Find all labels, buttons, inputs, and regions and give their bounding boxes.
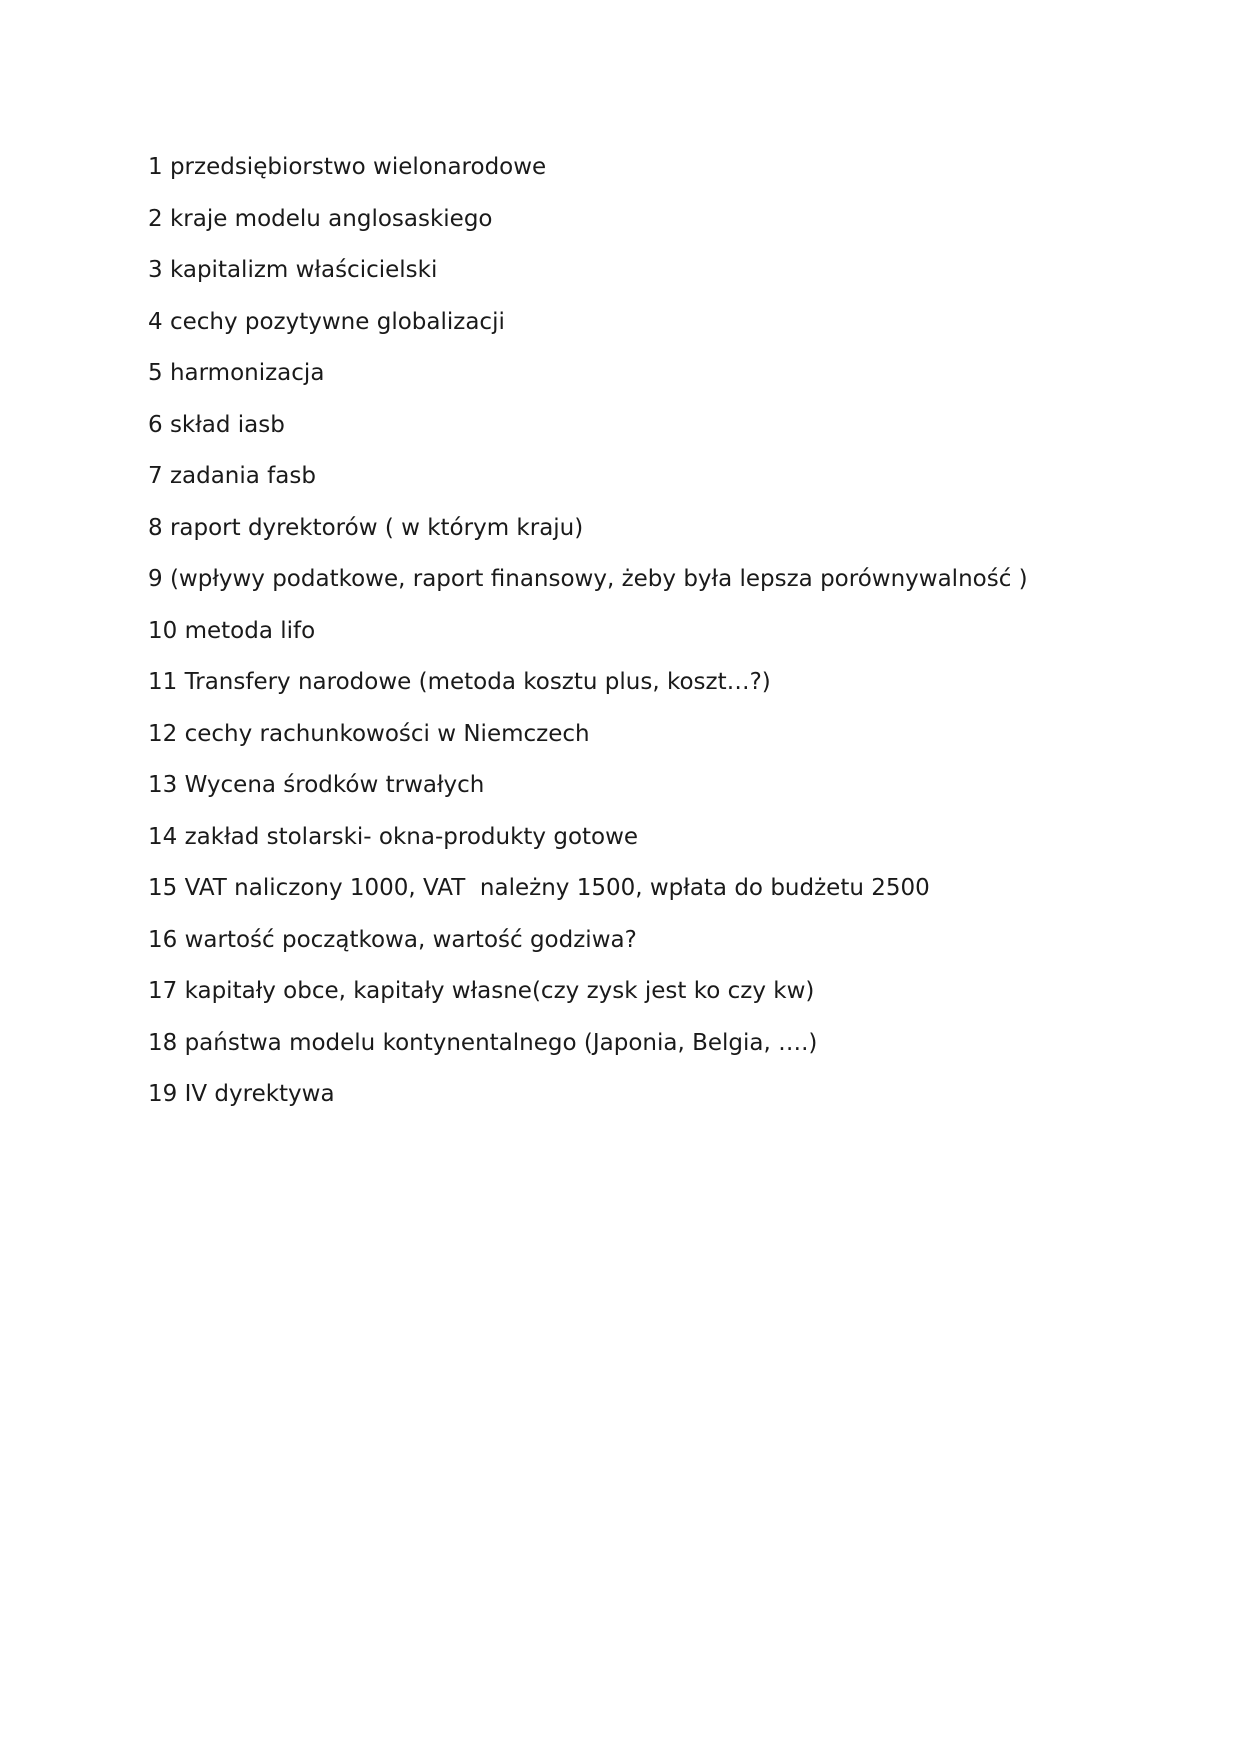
question-line-8: 8 raport dyrektorów ( w którym kraju)	[148, 514, 584, 541]
question-line-15: 15 VAT naliczony 1000, VAT należny 1500, wpłata do budżetu 2500	[148, 875, 930, 901]
question-line-13: 13 Wycena środków trwałych	[148, 772, 485, 798]
question-line-18: 18 państwa modelu kontynentalnego (Japonia, Belgia, ….)	[148, 1029, 818, 1056]
question-line-9: 9 (wpływy podatkowe, raport finansowy, żeby była lepsza porównywalność )	[148, 566, 1028, 592]
question-line-3: 3 kapitalizm właścicielski	[148, 257, 438, 283]
question-line-4: 4 cechy pozytywne globalizacji	[148, 308, 505, 335]
question-line-19: 19 IV dyrektywa	[148, 1081, 335, 1107]
question-line-17: 17 kapitały obce, kapitały własne(czy zysk jest ko czy kw)	[148, 978, 815, 1004]
question-line-14: 14 zakład stolarski- okna-produkty gotowe	[148, 823, 639, 850]
question-line-10: 10 metoda lifo	[148, 617, 316, 644]
question-line-6: 6 skład iasb	[148, 411, 285, 438]
question-line-2: 2 kraje modelu anglosaskiego	[148, 205, 493, 232]
question-line-5: 5 harmonizacja	[148, 360, 325, 386]
question-line-16: 16 wartość początkowa, wartość godziwa?	[148, 926, 637, 953]
question-line-1: 1 przedsiębiorstwo wielonarodowe	[148, 154, 547, 180]
question-list	[148, 142, 1028, 1121]
question-line-11: 11 Transfery narodowe (metoda kosztu plus, koszt…?)	[148, 669, 771, 695]
question-line-12: 12 cechy rachunkowości w Niemczech	[148, 720, 590, 747]
question-line-7: 7 zadania fasb	[148, 463, 316, 489]
